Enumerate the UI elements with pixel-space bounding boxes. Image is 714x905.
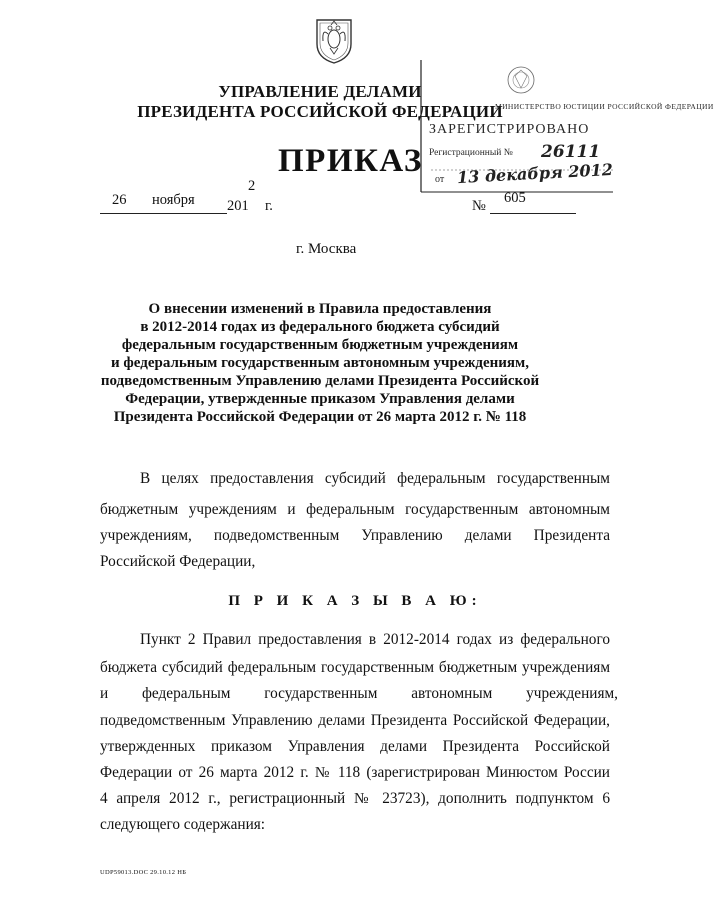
document-title: ПРИКАЗ — [278, 143, 423, 179]
heading-line: федеральным государственным бюджетным учреждениям — [121, 337, 519, 353]
number-underline — [490, 213, 576, 214]
heading-line: Президента Российской Федерации от 26 марта 2012 г. № 118 — [113, 409, 527, 425]
order-number: 605 — [504, 190, 526, 206]
file-footer: UDP59013.DOC 29.10.12 НБ — [100, 869, 187, 876]
heading-line: и федеральным государственным автономным учреждениям, — [111, 355, 529, 371]
body-line: Федерации от 26 марта 2012 г. № 118 (зарегистрирован Минюстом России — [100, 764, 610, 781]
registration-stamp — [413, 52, 714, 202]
preamble-line: Российской Федерации, — [100, 553, 256, 570]
body-line: и федеральным государственным автономным учреждениям, — [100, 685, 618, 702]
stamp-date-handwritten: 13 декабря 2012 — [456, 159, 614, 188]
heading-line: подведомственным Управлению делами Президента Российской — [100, 373, 540, 389]
coat-of-arms-emblem-icon — [311, 14, 357, 64]
date-year-unit: г. — [265, 198, 273, 214]
date-underline — [100, 213, 227, 214]
preamble-line: учреждениям, подведомственным Управлению делами Президента — [100, 527, 610, 544]
body-line: Пункт 2 Правил предоставления в 2012-2014 годах из федерального — [140, 631, 610, 648]
stamp-registered: ЗАРЕГИСТРИРОВАНО — [429, 122, 590, 137]
stamp-ministry-header: МИНИСТЕРСТВО ЮСТИЦИИ РОССИЙСКОЙ ФЕДЕРАЦИИ — [495, 102, 714, 111]
date-year-prefix: 201 — [227, 198, 249, 214]
heading-line: О внесении изменений в Правила предоставления — [148, 301, 492, 317]
document-heading — [100, 300, 540, 426]
date-year-suffix: 2 — [248, 178, 256, 194]
stamp-reg-label: Регистрационный № — [429, 148, 513, 158]
heading-line: в 2012-2014 годах из федерального бюджета субсидий — [140, 319, 500, 335]
body-line: следующего содержания: — [100, 816, 266, 833]
preamble-line: бюджетным учреждениям и федеральным государственным автономным — [100, 501, 610, 518]
number-sign: № — [472, 198, 486, 214]
org-name-line2: ПРЕЗИДЕНТА РОССИЙСКОЙ ФЕДЕРАЦИИ — [137, 102, 503, 121]
body-line: 4 апреля 2012 г., регистрационный № 23723), дополнить подпунктом 6 — [100, 790, 610, 807]
body-line: бюджета субсидий федеральным государственным бюджетным учреждениям — [100, 659, 610, 676]
stamp-date-label: от — [435, 174, 445, 185]
date-day: 26 — [112, 192, 127, 208]
preamble-line: В целях предоставления субсидий федеральным государственным — [140, 470, 610, 487]
order-directive: П Р И К А З Ы В А Ю: — [228, 593, 482, 609]
date-month: ноября — [152, 192, 195, 208]
stamp-reg-number: 26111 — [541, 142, 601, 162]
org-name-line1: УПРАВЛЕНИЕ ДЕЛАМИ — [218, 82, 422, 101]
body-line: утвержденных приказом Управления делами Президента Российской — [100, 738, 610, 755]
city: г. Москва — [296, 241, 357, 257]
body-line: подведомственным Управлению делами Президента Российской Федерации, — [100, 712, 610, 729]
heading-line: Федерации, утвержденные приказом Управления делами — [125, 391, 515, 407]
